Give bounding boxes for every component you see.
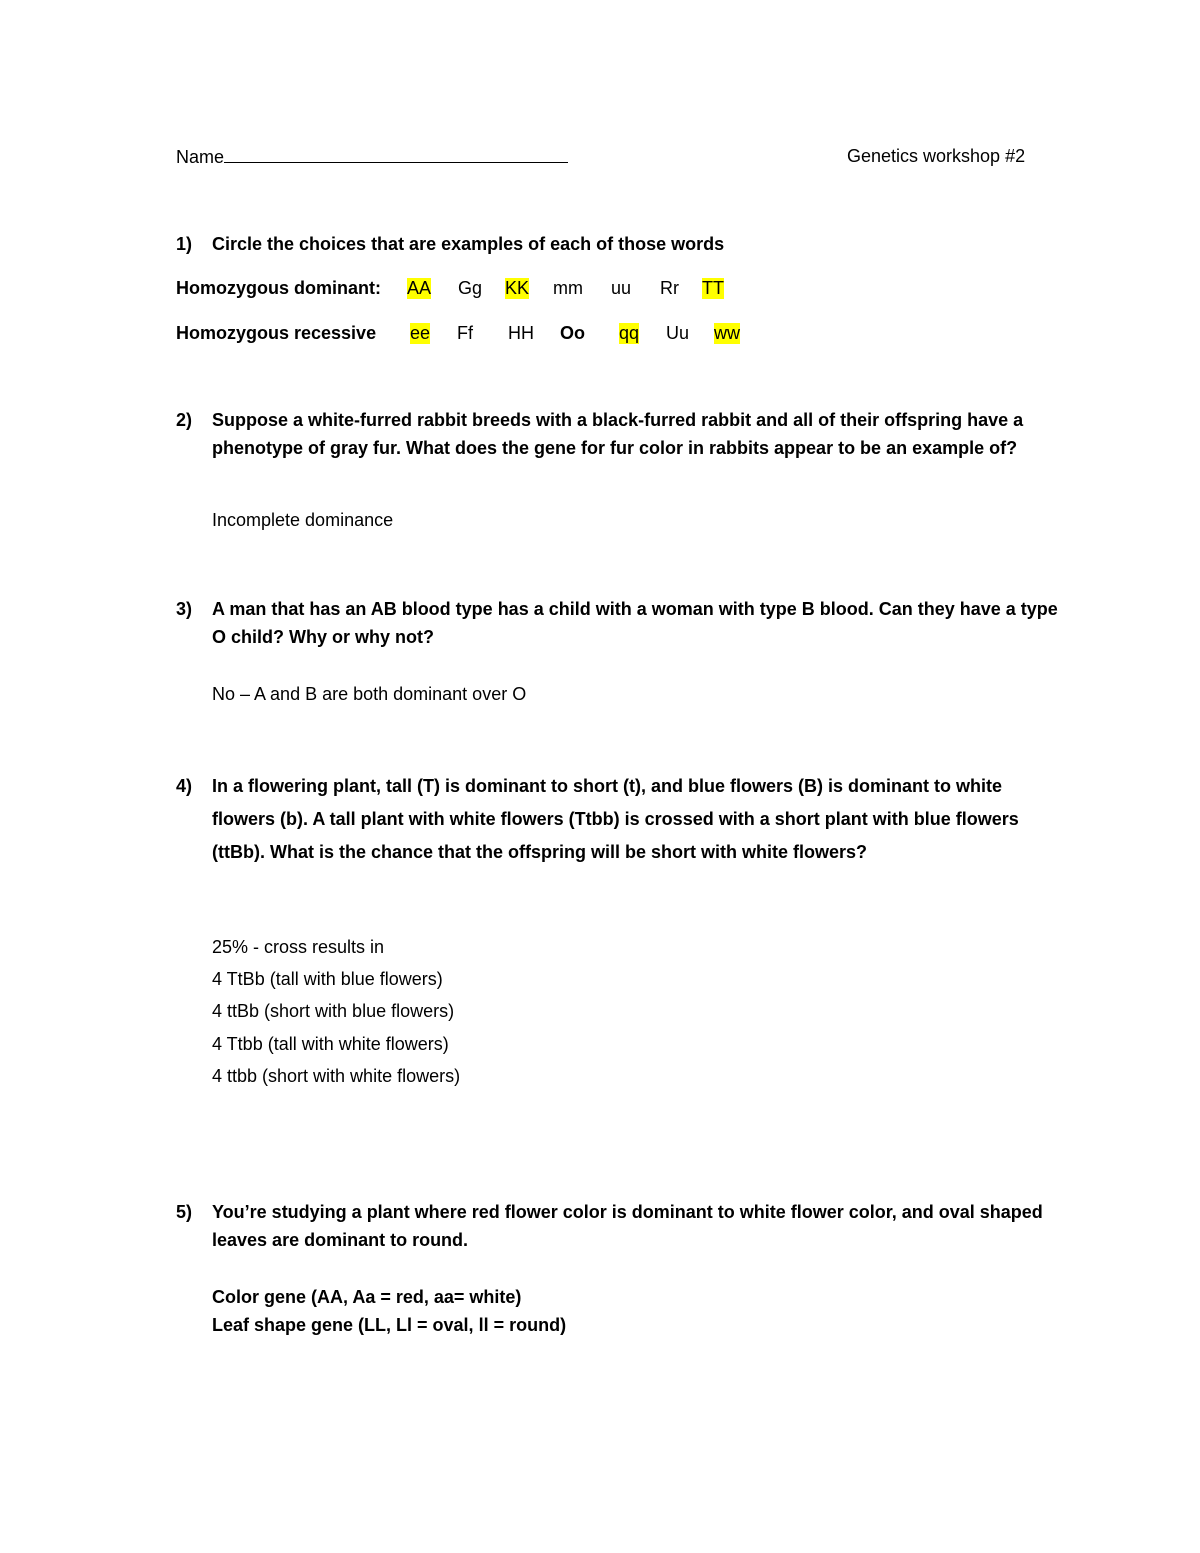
recessive-option-3: HH [508, 323, 534, 343]
dominant-option-1: AA [407, 278, 432, 298]
recessive-option-5: qq [619, 323, 640, 343]
q1-number: 1) [176, 234, 193, 254]
recessive-option-1: ee [410, 323, 431, 343]
q2-answer: Incomplete dominance [212, 510, 394, 530]
q5-leaf-gene: Leaf shape gene (LL, Ll = oval, ll = round) [212, 1315, 567, 1335]
q4-answer-line-1: 25% - cross results in [212, 937, 385, 957]
q4-number: 4) [176, 776, 193, 796]
q3-text: A man that has an AB blood type has a child with a woman with type B blood. Can they have a type O child? Why or why not? [212, 599, 1058, 647]
q5-number: 5) [176, 1202, 193, 1222]
dominant-option-4: mm [553, 278, 583, 298]
q4-answer-line-2: 4 TtBb (tall with blue flowers) [212, 969, 443, 989]
recessive-option-2: Ff [457, 323, 473, 343]
q5-color-gene: Color gene (AA, Aa = red, aa= white) [212, 1287, 522, 1307]
dominant-option-2: Gg [458, 278, 483, 298]
name-blank-line [224, 146, 568, 163]
recessive-option-6: Uu [666, 323, 690, 343]
dominant-option-5: uu [611, 278, 632, 298]
q2-text: Suppose a white-furred rabbit breeds with a black-furred rabbit and all of their offspring have a phenotype of gray fur. What does the gene for fur color in rabbits appear to be an example of? [212, 410, 1024, 458]
q5-text: You’re studying a plant where red flower color is dominant to white flower color, and oval shaped leaves are dominant to round. [212, 1202, 1043, 1250]
q1-recessive-label: Homozygous recessive [176, 323, 377, 343]
name-label: Name [176, 147, 225, 167]
q4-answer-line-4: 4 Ttbb (tall with white flowers) [212, 1034, 449, 1054]
recessive-option-4: Oo [560, 323, 585, 343]
q1-dominant-label: Homozygous dominant: [176, 278, 381, 298]
dominant-option-3: KK [505, 278, 530, 298]
recessive-option-7: ww [714, 323, 740, 343]
q4-answer-line-5: 4 ttbb (short with white flowers) [212, 1066, 461, 1086]
q4-answer-line-3: 4 ttBb (short with blue flowers) [212, 1001, 455, 1021]
q2-number: 2) [176, 410, 193, 430]
dominant-option-6: Rr [660, 278, 679, 298]
dominant-option-7: TT [702, 278, 724, 298]
worksheet-title: Genetics workshop #2 [847, 146, 1026, 166]
name-field [176, 146, 568, 168]
q1-text: Circle the choices that are examples of each of those words [212, 234, 725, 254]
q3-answer: No – A and B are both dominant over O [212, 684, 527, 704]
q3-number: 3) [176, 599, 193, 619]
q4-text: In a flowering plant, tall (T) is dominant to short (t), and blue flowers (B) is dominant to white flowers (b). A tall plant with white flowers (Ttbb) is crossed with a short plant with blue flowers (ttBb). What is the chance that the offspring will be short with white flowers? [212, 776, 1019, 862]
